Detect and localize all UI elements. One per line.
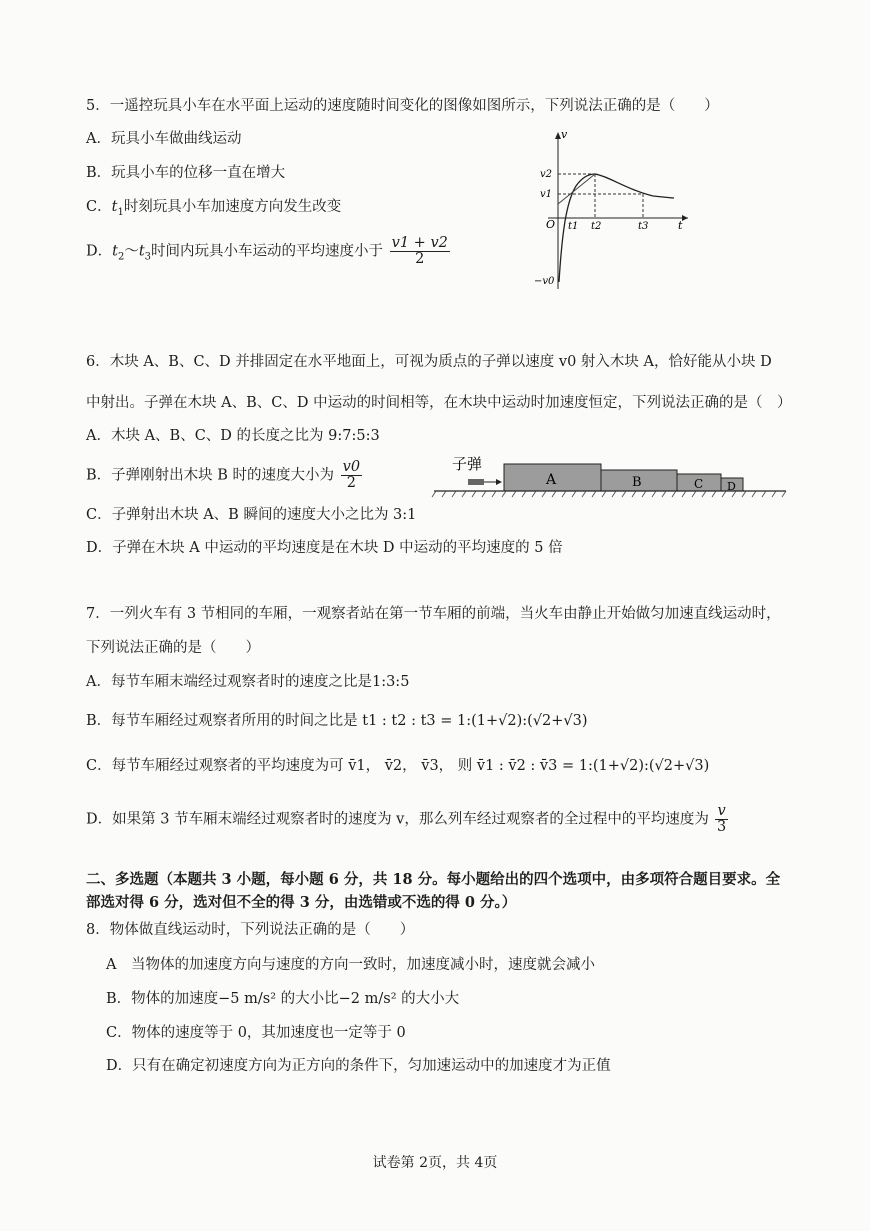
q6-stem-line2: 中射出。子弹在木块 A、B、C、D 中运动的时间相等，在木块中运动时加速度恒定，下列说法正确的是（ ） <box>86 395 792 411</box>
q6-option-a: A．木块 A、B、C、D 的长度之比为 9:7:5:3 <box>86 428 380 444</box>
bullet-icon <box>468 479 484 485</box>
block-b-label: B <box>632 475 642 490</box>
q8-option-a: A 当物体的加速度方向与速度的方向一致时，加速度减小时，速度就会减小 <box>106 957 595 973</box>
q7-option-a: A．每节车厢末端经过观察者时的速度之比是1:3:5 <box>86 674 410 690</box>
q7-d-fraction <box>715 804 727 835</box>
neg-v0-label: −v0 <box>534 276 555 287</box>
q8-option-d: D．只有在确定初速度方向为正方向的条件下，匀加速运动中的加速度才为正值 <box>106 1058 611 1074</box>
q5-d-sub2: 3 <box>144 251 152 263</box>
q7-stem-line2: 下列说法正确的是（ ） <box>86 640 260 656</box>
section2-line1: 二、多选题（本题共 3 小题，每小题 6 分，共 18 分。每小题给出的四个选项中，由多项符合题目要求。全 <box>86 871 781 888</box>
q6-option-d: D．子弹在木块 A 中运动的平均速度是在木块 D 中运动的平均速度的 5 倍 <box>86 540 563 556</box>
q6-blocks-figure <box>430 450 790 502</box>
q5-d-frac-num: v1 + v2 <box>391 235 448 251</box>
q5-option-d <box>86 236 452 267</box>
t1-label: t1 <box>568 221 579 232</box>
q5-option-b: B．玩具小车的位移一直在增大 <box>86 165 286 181</box>
bullet-arrow-head-icon <box>496 479 502 485</box>
page-footer: 试卷第 2页，共 4页 <box>372 1155 498 1171</box>
q7-d-text: D．如果第 3 节车厢末端经过观察者时的速度为 v，那么列车经过观察者的全过程中的平均速度为 <box>86 811 709 828</box>
tangent-line <box>558 174 595 204</box>
q8-stem: 8．物体做直线运动时，下列说法正确的是（ ） <box>86 922 415 938</box>
t3-label: t3 <box>638 221 649 232</box>
q7-option-b: B．每节车厢经过观察者所用的时间之比是 t1 : t2 : t3 = 1:(1+√2):(√2+√3) <box>86 713 588 729</box>
q6-option-b <box>86 460 364 491</box>
block-c-label: C <box>694 477 704 491</box>
t-axis-arrow-icon <box>682 215 688 221</box>
q5-d-prefix: D． <box>86 243 113 260</box>
v2-label: v2 <box>540 169 553 180</box>
section2-line2: 部选对得 6 分，选对但不全的得 3 分，由选错或不选的得 0 分。） <box>86 894 517 911</box>
q6-b-frac-den: 2 <box>346 475 356 491</box>
q5-d-sub1: 2 <box>117 251 125 263</box>
q7-d-frac-num: v <box>717 803 726 819</box>
q5-c-prefix: C． <box>86 199 112 215</box>
t2-label: t2 <box>591 221 602 232</box>
q8-option-c: C．物体的速度等于 0，其加速度也一定等于 0 <box>106 1025 406 1041</box>
q5-d-text: 时间内玩具小车运动的平均速度小于 <box>151 243 384 260</box>
q6-option-c: C．子弹射出木块 A、B 瞬间的速度大小之比为 3:1 <box>86 507 417 523</box>
q5-stem: 5．一遥控玩具小车在水平面上运动的速度随时间变化的图像如图所示，下列说法正确的是（ ） <box>86 98 719 114</box>
q5-option-c <box>86 197 341 223</box>
q5-d-var2: t <box>138 243 145 260</box>
origin-label: O <box>546 218 556 231</box>
q8-option-b: B．物体的加速度−5 m/s² 的大小比−2 m/s² 的大小大 <box>106 991 460 1007</box>
q5-option-a: A．玩具小车做曲线运动 <box>86 131 242 147</box>
q5-vt-graph <box>528 124 698 294</box>
q5-d-tilde: ～ <box>124 243 139 260</box>
q5-d-frac-den: 2 <box>415 251 425 267</box>
v-label: v <box>561 128 568 141</box>
q6-stem-line1: 6．木块 A、B、C、D 并排固定在水平地面上，可视为质点的子弹以速度 v0 射入木块 A，恰好能从小块 D <box>86 354 772 370</box>
bullet-label: 子弹 <box>452 455 483 473</box>
q5-c-var: t <box>111 199 118 215</box>
q5-d-fraction <box>390 236 450 267</box>
q6-b-fraction <box>341 460 362 491</box>
q7-d-frac-den: 3 <box>716 819 727 835</box>
block-a-label: A <box>546 472 557 488</box>
t-label: t <box>678 219 683 232</box>
block-d-label: D <box>727 480 736 493</box>
q7-option-d <box>86 804 730 835</box>
q7-option-c: C．每节车厢经过观察者的平均速度为可 v̄1， v̄2， v̄3， 则 v̄1 : v̄2 : v̄3 = 1:(1+√2):(√2+√3) <box>86 758 710 774</box>
q7-stem-line1: 7．一列火车有 3 节相同的车厢，一观察者站在第一节车厢的前端，当火车由静止开始做匀加速直线运动时， <box>86 606 781 622</box>
q5-c-text: 时刻玩具小车加速度方向发生改变 <box>123 199 342 215</box>
q5-c-sub: 1 <box>117 206 124 218</box>
q6-b-text: B．子弹刚射出木块 B 时的速度大小为 <box>86 467 335 484</box>
q5-d-var1: t <box>112 243 118 260</box>
q6-b-frac-num: v0 <box>342 459 361 475</box>
v1-label: v1 <box>540 189 553 200</box>
